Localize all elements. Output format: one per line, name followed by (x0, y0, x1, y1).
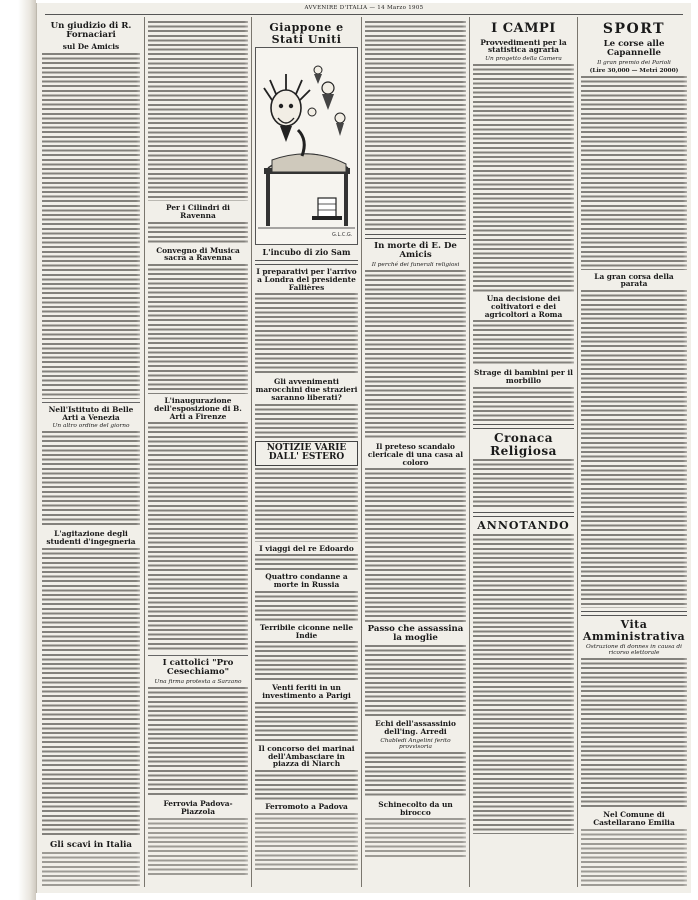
article-body (255, 641, 358, 681)
article-title: In morte di E. De Amicis (374, 241, 457, 261)
section-title: Vita Amministrativa (582, 618, 686, 643)
article-subtitle: Un altro ordine del giorno (52, 423, 130, 430)
article-title: I viaggi del re Edoardo (259, 543, 354, 553)
article-body (42, 431, 140, 527)
section-title: I CAMPI (491, 21, 556, 36)
divider (581, 611, 687, 616)
article-title: Nell'Istituto di Belle Arti a Venezia (48, 404, 134, 422)
article-body (255, 404, 358, 438)
article-body (473, 320, 574, 366)
article-body (255, 293, 358, 375)
article-body (473, 459, 574, 509)
article-title: Provvedimenti per la statistica agraria (480, 37, 567, 55)
article-title: Il concorso dei marinai dell'Ambasciare in piazza di Niarch (258, 743, 355, 769)
article-title: Il preteso scandalo clericale di una casa al coloro (367, 442, 464, 467)
article-title: Gli scavi in Italia (50, 839, 132, 850)
section-title: ANNOTANDO (477, 519, 570, 533)
article-body (255, 813, 358, 873)
article-subtitle: (Lire 30,000 — Metri 2000) (589, 67, 679, 74)
article-body (255, 591, 358, 621)
article-title: Per i Cilindri di Ravenna (165, 203, 230, 220)
article-subtitle: sul De Amicis (62, 42, 120, 52)
article-title: Quattro condanne a morte in Russia (265, 572, 348, 590)
divider (365, 234, 466, 239)
column-rule (251, 17, 252, 887)
article-title: Una decisione dei coltivatori e dei agricoltori a Roma (484, 294, 563, 319)
article-subtitle: Un progetto della Camera (485, 56, 562, 63)
article-body (255, 554, 358, 570)
article-body (581, 829, 687, 887)
column-2 (148, 19, 248, 887)
column-5 (473, 19, 574, 887)
article-body (148, 264, 248, 394)
article-title: Gli avvenimenti marocchini due strazieri saranno liberati? (255, 377, 358, 402)
column-rule (577, 17, 578, 887)
article-body (42, 53, 140, 399)
article-body (255, 468, 358, 542)
article-title: Le corse alle Capannelle (603, 38, 665, 58)
article-title: Terribile ciconne nelle Indie (259, 622, 354, 640)
article-body (365, 21, 466, 231)
column-rule (361, 17, 362, 887)
article-title: Nel Comune di Castellarano Emilia (593, 810, 675, 828)
article-body (581, 290, 687, 608)
column-6 (581, 19, 687, 887)
cartoon-illustration (255, 47, 358, 245)
article-body (581, 76, 687, 270)
article-title: Passo che assassina la moglie (367, 624, 464, 644)
column-3 (255, 19, 358, 887)
article-title: Schinecolto da un birocco (378, 799, 453, 817)
article-body (365, 818, 466, 858)
article-body (148, 21, 248, 201)
article-title-boxed: NOTIZIE VARIE DALL' ESTERO (255, 441, 358, 466)
article-body (365, 270, 466, 440)
article-title: Ferromoto a Padova (265, 802, 348, 812)
article-body (255, 770, 358, 800)
article-title: I cattolici "Pro Cesechiamo" (162, 658, 234, 678)
article-body (473, 64, 574, 292)
divider (473, 424, 574, 429)
article-body (148, 222, 248, 244)
article-title: Echi dell'assassinio dell'ing. Arredi (375, 719, 456, 737)
scan-margin (0, 0, 36, 900)
article-body (365, 468, 466, 622)
article-title: Un giudizio di R. Fornaciari (50, 21, 132, 41)
page-masthead-line: AVVENIRE D'ITALIA — 14 Marzo 1905 (45, 5, 683, 15)
article-body (365, 645, 466, 717)
newspaper-page (36, 3, 691, 893)
divider (148, 655, 248, 656)
article-subtitle: Chabledi Angelini ferito provvisoria (380, 737, 451, 750)
article-subtitle: Il perché dei funerali religiosi (371, 262, 460, 269)
article-body (42, 852, 140, 887)
cartoon-drawing (256, 48, 357, 242)
column-rule (144, 17, 145, 887)
article-subtitle: Una firma protesta a Sarzano (154, 679, 242, 686)
divider (255, 260, 358, 265)
article-body (148, 818, 248, 878)
divider (473, 512, 574, 517)
article-subtitle: Il gran premio dei Parioli (597, 59, 671, 66)
article-title: Strage di bambini per il morbillo (474, 368, 573, 386)
article-body (473, 534, 574, 834)
article-subtitle: Ostruzione di donnes in causa di ricorso elettorale (586, 644, 682, 657)
column-1 (42, 19, 140, 887)
article-body (365, 752, 466, 798)
article-body (42, 548, 140, 838)
article-title: L'agitazione degli studenti d'ingegneria (46, 529, 136, 547)
cartoon-signature: G.L.C.G. (332, 232, 353, 239)
column-4 (365, 19, 466, 887)
column-rule (469, 17, 470, 887)
article-body (473, 387, 574, 421)
article-title: Convegno di Musica sacra a Ravenna (156, 245, 240, 263)
article-title: Venti feriti in un investimento a Parigi (262, 683, 351, 701)
divider (42, 402, 140, 403)
article-body (581, 658, 687, 808)
article-title: L'inaugurazione dell'esposizione di B. Arti a Firenze (154, 396, 242, 421)
section-title: SPORT (602, 21, 666, 37)
cartoon-title: Giappone e Stati Uniti (269, 21, 344, 46)
article-title: La gran corsa della parata (594, 271, 674, 289)
article-title: I preparativi per l'arrivo a Londra del presidente Fallières (256, 267, 357, 292)
section-title: Cronaca Religiosa (490, 431, 557, 458)
article-body (255, 702, 358, 742)
article-body (148, 422, 248, 652)
article-body (148, 687, 248, 797)
article-title: Ferrovia Padova-Piazzola (163, 799, 233, 817)
cartoon-caption: L'incubo di zio Sam (262, 247, 351, 258)
